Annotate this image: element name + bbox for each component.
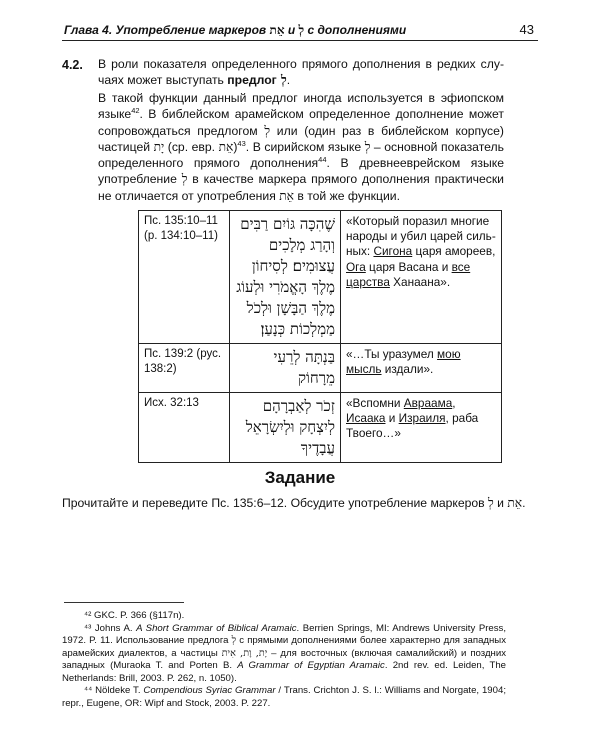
header-rule	[62, 40, 538, 41]
table-row	[139, 344, 502, 393]
table-row	[139, 393, 502, 463]
table-row	[139, 211, 502, 344]
translation: «Который поразил многие народы и убил царей сильных: Сигона царя амореев, Ога царя Васана и все царства Ханаана».	[341, 211, 502, 344]
hebrew-text: זְכֹר לְאַבְרָהָם לְיִצְחָק וּלְיִשְׂרָאֵל עֲבָדֶיךָ	[230, 393, 341, 463]
footnote-ref-44: 44	[318, 155, 327, 165]
footnote-44: ⁴⁴ Nöldeke T. Compendious Syriac Grammar / Trans. Crichton J. S. l.: Williams and Norgate, 1904; repr., Eugene, OR: Wipf and Stock, 2003. P. 227.	[62, 685, 506, 709]
translation: «Вспомни Авраама, Исаака и Израиля, раба Твоего…»	[341, 393, 502, 463]
section-number: 4.2.	[62, 58, 83, 72]
hebrew-text: שֶׁהִכָּה גּוֹיִם רַבִּים וְהָרַג מְלָכִים עֲצוּמִים׃ לְסִיחוֹן מֶלֶךְ הָאֱמֹרִי וּלְעוֹג מֶלֶךְ הַבָּשָׁן וּלְכֹל מַמְלְכוֹת כְּנָעַן׃	[230, 211, 341, 344]
verse-reference: Исх. 32:13	[139, 393, 230, 463]
footnote-ref-43: 43	[237, 138, 246, 148]
task-text: Прочитайте и переведите Пс. 135:6–12. Обсудите употребление маркеров לְ и אֵת.	[62, 496, 526, 510]
paragraph-2: В такой функции данный предлог иногда используется в эфиопском языке$^{42}$. В библейском арамейском определенное дополнение может сопровождаться предлогом לְ или (один раз в библейском корпусе) частицей יָת (ср. евр. אֵת)$^{43}$. В сирийском языке לְ – основной показатель определенного прямого дополнения$^{44}$. В древнееврейском языке употребление לְ в качестве маркера прямого дополнения практически не отличается от употребления אֵת в той же функции.	[98, 91, 505, 203]
footnote-43: ⁴³ Johns A. A Short Grammar of Biblical Aramaic. Berrien Springs, MI: Andrews University Press, 1972. P. 11. Использование предлога לְ с прямыми дополнениями более характерно для западных арамейских диалектов, а частицы יָת, וָת, אִית – для восточных (включая самалийский) и поздних западных (Muraoka T. and Porten B. A Grammar of Egyptian Aramaic. 2nd rev. ed. Leiden, The Netherlands: Brill, 2003. P. 262, n. 1050).	[62, 622, 507, 684]
examples-table	[138, 210, 502, 463]
footnote-42: ⁴² GKC. P. 366 (§117n).	[84, 610, 185, 621]
paragraph-1: В роли показателя определенного прямого дополнения в редких случаях может выступать предлог לְ.	[98, 57, 504, 88]
task-heading: Задание	[264, 468, 336, 487]
translation: «…Ты уразумел мою мысль издали».	[341, 344, 502, 393]
hebrew-text: בַּנְתָּה לְרֵעִי מֵרָחוֹק	[230, 344, 341, 393]
verse-reference: Пс. 139:2 (рус. 138:2)	[139, 344, 230, 393]
running-header	[64, 22, 534, 38]
chapter-title: Глава 4. Употребление маркеров אֵת и לְ с дополнениями	[64, 23, 407, 37]
verse-reference: Пс. 135:10–11 (р. 134:10–11)	[139, 211, 230, 344]
footnote-rule	[64, 602, 184, 603]
footnote-ref-42: 42	[131, 106, 140, 116]
page-number: 43	[519, 22, 534, 37]
footnotes	[62, 610, 506, 710]
